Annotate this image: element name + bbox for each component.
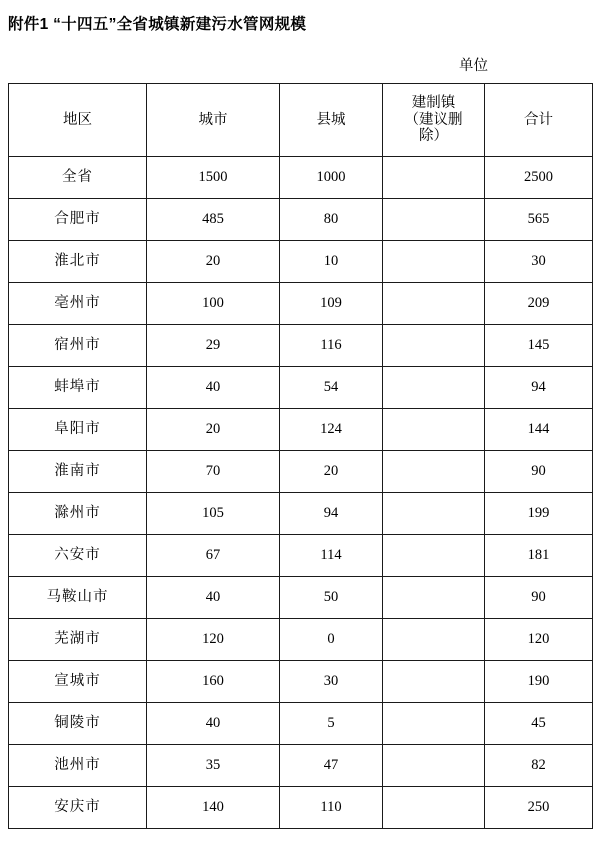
cell-region: 亳州市 <box>9 283 147 325</box>
cell-town <box>383 409 485 451</box>
cell-city: 100 <box>147 283 280 325</box>
cell-city: 120 <box>147 619 280 661</box>
cell-city: 70 <box>147 451 280 493</box>
cell-county: 47 <box>280 745 383 787</box>
cell-region: 马鞍山市 <box>9 577 147 619</box>
column-header-region: 地区 <box>9 84 147 157</box>
cell-city: 485 <box>147 199 280 241</box>
cell-town <box>383 619 485 661</box>
cell-town <box>383 157 485 199</box>
table-body <box>9 157 593 829</box>
cell-region: 阜阳市 <box>9 409 147 451</box>
cell-region: 六安市 <box>9 535 147 577</box>
cell-county: 116 <box>280 325 383 367</box>
cell-county: 124 <box>280 409 383 451</box>
cell-region: 蚌埠市 <box>9 367 147 409</box>
table-row <box>9 157 593 199</box>
cell-county: 114 <box>280 535 383 577</box>
unit-note: 单位 <box>459 58 488 74</box>
cell-county: 80 <box>280 199 383 241</box>
sewage-pipeline-table <box>8 83 593 829</box>
cell-town <box>383 577 485 619</box>
cell-county: 0 <box>280 619 383 661</box>
table-row <box>9 199 593 241</box>
table-row <box>9 325 593 367</box>
table-row <box>9 535 593 577</box>
column-header-town-line3: 除） <box>419 128 448 145</box>
cell-region: 全省 <box>9 157 147 199</box>
cell-region: 宣城市 <box>9 661 147 703</box>
cell-county: 54 <box>280 367 383 409</box>
column-header-total: 合计 <box>485 84 593 157</box>
cell-total: 90 <box>485 451 593 493</box>
cell-county: 50 <box>280 577 383 619</box>
table-row <box>9 703 593 745</box>
cell-county: 5 <box>280 703 383 745</box>
cell-county: 110 <box>280 787 383 829</box>
cell-town <box>383 199 485 241</box>
cell-total: 199 <box>485 493 593 535</box>
column-header-town <box>383 84 485 157</box>
cell-city: 160 <box>147 661 280 703</box>
cell-city: 20 <box>147 241 280 283</box>
cell-region: 淮南市 <box>9 451 147 493</box>
cell-city: 105 <box>147 493 280 535</box>
cell-total: 2500 <box>485 157 593 199</box>
cell-total: 30 <box>485 241 593 283</box>
cell-town <box>383 745 485 787</box>
table-header <box>9 84 593 157</box>
page-title: 附件1 “十四五”全省城镇新建污水管网规模 <box>8 16 307 33</box>
cell-county: 94 <box>280 493 383 535</box>
cell-city: 40 <box>147 577 280 619</box>
cell-city: 1500 <box>147 157 280 199</box>
cell-town <box>383 787 485 829</box>
cell-city: 67 <box>147 535 280 577</box>
table-header-row <box>9 84 593 157</box>
cell-total: 144 <box>485 409 593 451</box>
column-header-city: 城市 <box>147 84 280 157</box>
cell-total: 120 <box>485 619 593 661</box>
column-header-town-line2: （建议删 <box>404 111 463 128</box>
cell-region: 池州市 <box>9 745 147 787</box>
table-row <box>9 367 593 409</box>
cell-county: 10 <box>280 241 383 283</box>
cell-city: 40 <box>147 367 280 409</box>
table-row <box>9 283 593 325</box>
cell-city: 35 <box>147 745 280 787</box>
cell-town <box>383 703 485 745</box>
table-row <box>9 787 593 829</box>
cell-total: 45 <box>485 703 593 745</box>
cell-city: 140 <box>147 787 280 829</box>
cell-total: 250 <box>485 787 593 829</box>
cell-county: 30 <box>280 661 383 703</box>
cell-town <box>383 451 485 493</box>
cell-county: 20 <box>280 451 383 493</box>
cell-city: 20 <box>147 409 280 451</box>
cell-region: 芜湖市 <box>9 619 147 661</box>
cell-town <box>383 493 485 535</box>
cell-region: 宿州市 <box>9 325 147 367</box>
cell-town <box>383 325 485 367</box>
cell-city: 40 <box>147 703 280 745</box>
document-page <box>0 12 600 860</box>
table-row <box>9 577 593 619</box>
cell-county: 109 <box>280 283 383 325</box>
cell-total: 209 <box>485 283 593 325</box>
column-header-county: 县城 <box>280 84 383 157</box>
cell-total: 145 <box>485 325 593 367</box>
table-row <box>9 409 593 451</box>
table-row <box>9 745 593 787</box>
cell-region: 铜陵市 <box>9 703 147 745</box>
cell-total: 90 <box>485 577 593 619</box>
cell-total: 94 <box>485 367 593 409</box>
cell-region: 滁州市 <box>9 493 147 535</box>
cell-total: 565 <box>485 199 593 241</box>
cell-region: 安庆市 <box>9 787 147 829</box>
cell-county: 1000 <box>280 157 383 199</box>
table-row <box>9 451 593 493</box>
table-row <box>9 619 593 661</box>
cell-city: 29 <box>147 325 280 367</box>
cell-town <box>383 283 485 325</box>
cell-total: 190 <box>485 661 593 703</box>
cell-total: 82 <box>485 745 593 787</box>
cell-town <box>383 661 485 703</box>
column-header-town-line1: 建制镇 <box>411 94 456 111</box>
table-row <box>9 661 593 703</box>
cell-town <box>383 535 485 577</box>
cell-town <box>383 241 485 283</box>
cell-town <box>383 367 485 409</box>
cell-region: 淮北市 <box>9 241 147 283</box>
table-row <box>9 241 593 283</box>
table-row <box>9 493 593 535</box>
cell-total: 181 <box>485 535 593 577</box>
cell-region: 合肥市 <box>9 199 147 241</box>
